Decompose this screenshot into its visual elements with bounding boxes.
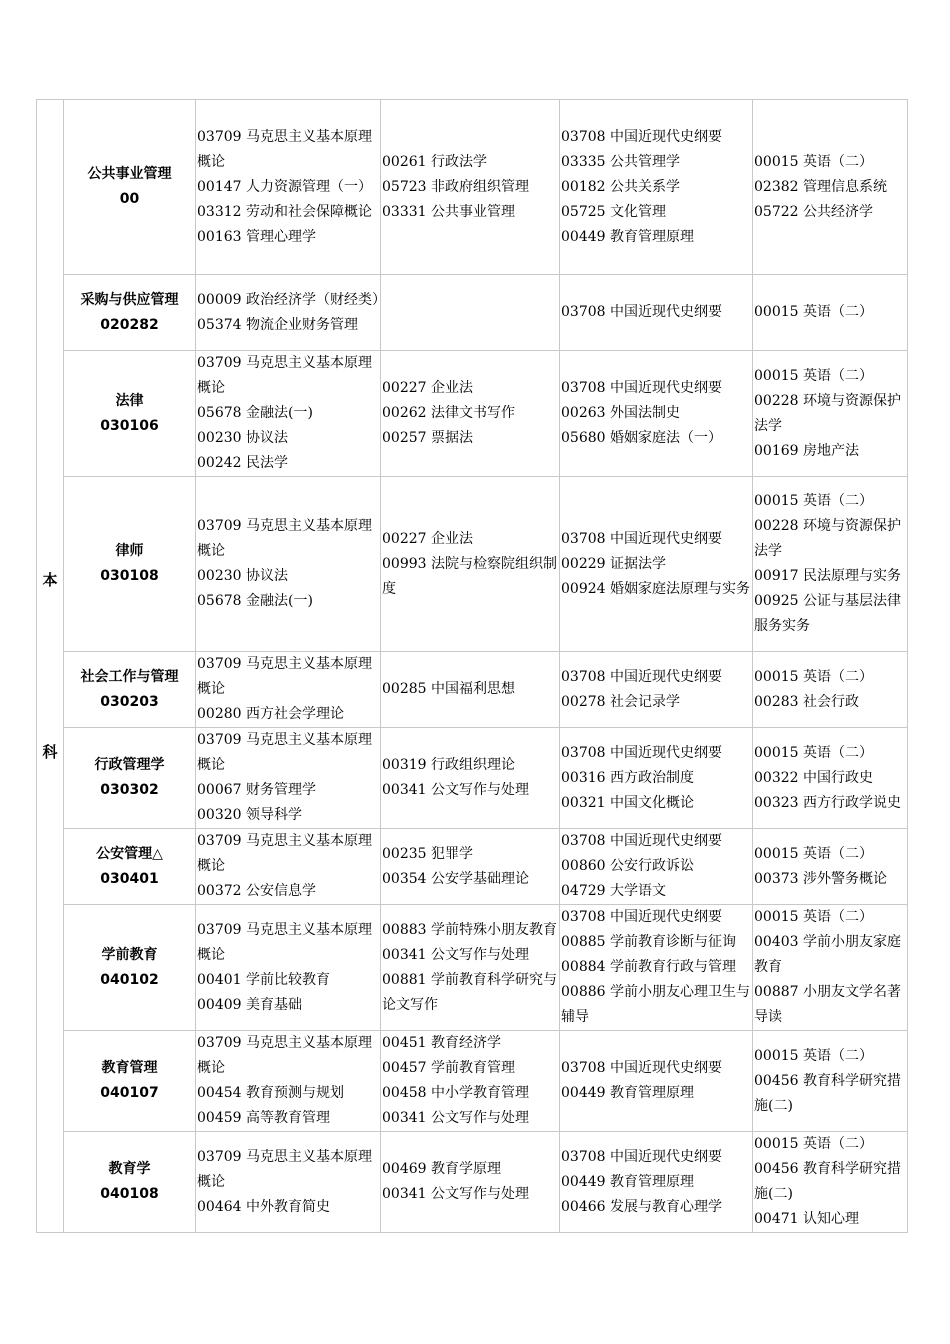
degree-level-cell: [37, 100, 64, 1233]
course-item: 00015 英语（二）: [754, 909, 873, 925]
course-item: 03331 公共事业管理: [382, 203, 515, 220]
major-cell: [64, 477, 196, 652]
semester1-cell: [196, 351, 381, 477]
course-item: 00323 西方行政学说史: [754, 794, 901, 811]
course-item: 05680 婚姻家庭法（一）: [561, 430, 722, 446]
course-item: 05725 文化管理: [561, 203, 666, 220]
course-item: 00322 中国行政史: [754, 769, 873, 786]
course-item: 00262 法律文书写作: [382, 405, 515, 421]
major-name: 学前教育: [101, 946, 158, 963]
course-item: 00373 涉外警务概论: [754, 870, 887, 887]
course-item: 00341 公文写作与处理: [382, 782, 529, 798]
course-item: 00456 教育科学研究措施(二): [754, 1072, 901, 1114]
course-item: 00403 学前小朋友家庭教育: [754, 934, 901, 975]
course-item: 03708 中国近现代史纲要: [561, 1148, 722, 1165]
major-name: 采购与供应管理: [80, 291, 179, 308]
course-item: 00449 教育管理原理: [561, 1173, 694, 1190]
course-item: 00885 学前教育诊断与征询: [561, 934, 736, 950]
major-cell: [64, 1031, 196, 1132]
course-item: 03708 中国近现代史纲要: [561, 668, 722, 685]
course-item: 00354 公安学基础理论: [382, 870, 529, 887]
course-item: 03709 马克思主义基本原理概论: [197, 1148, 372, 1190]
major-name: 公安管理△: [96, 845, 163, 862]
course-item: 00015 英语（二）: [754, 668, 873, 685]
semester4-cell: [753, 100, 908, 275]
major-code: 040108: [100, 1186, 159, 1202]
table-row: [37, 1132, 908, 1233]
major-name: 教育学: [108, 1161, 151, 1177]
course-item: 00182 公共关系学: [561, 178, 680, 195]
major-cell: [64, 829, 196, 905]
semester1-cell: [196, 728, 381, 829]
course-item: 05374 物流企业财务管理: [197, 316, 358, 333]
course-item: 05722 公共经济学: [754, 203, 873, 220]
major-code: 030401: [100, 870, 159, 887]
major-cell: [64, 275, 196, 351]
course-item: 00464 中外教育简史: [197, 1198, 330, 1215]
course-item: 05678 金融法(一): [197, 405, 313, 421]
table-row: [37, 351, 908, 477]
course-item: 00235 犯罪学: [382, 845, 473, 862]
course-item: 00242 民法学: [197, 455, 288, 471]
course-item: 00881 学前教育科学研究与论文写作: [382, 971, 557, 1013]
semester1-cell: [196, 1031, 381, 1132]
course-item: 03709 马克思主义基本原理概论: [197, 921, 372, 963]
major-code: 040107: [100, 1085, 159, 1101]
course-item: 02382 管理信息系统: [754, 178, 887, 195]
course-item: 00067 财务管理学: [197, 782, 316, 798]
semester3-cell: [560, 1031, 753, 1132]
semester1-cell: [196, 477, 381, 652]
course-item: 03312 劳动和社会保障概论: [197, 203, 372, 220]
semester1-cell: [196, 1132, 381, 1233]
semester3-cell: [560, 1132, 753, 1233]
semester4-cell: [753, 829, 908, 905]
course-item: 00228 环境与资源保护法学: [754, 392, 901, 434]
course-item: 00887 小朋友文学名著导读: [754, 984, 901, 1025]
course-item: 00466 发展与教育心理学: [561, 1198, 722, 1215]
semester4-cell: [753, 652, 908, 728]
degree-level-char: 科: [42, 742, 58, 761]
course-item: 00321 中国文化概论: [561, 794, 694, 811]
course-item: 00459 高等教育管理: [197, 1110, 330, 1126]
major-cell: [64, 905, 196, 1031]
course-item: 03708 中国近现代史纲要: [561, 128, 722, 145]
major-name: 法律: [115, 392, 144, 409]
semester2-cell: [381, 477, 560, 652]
semester3-cell: [560, 100, 753, 275]
major-cell: [64, 1132, 196, 1233]
course-item: 05678 金融法(一): [197, 593, 313, 609]
major-cell: [64, 728, 196, 829]
course-item: 00458 中小学教育管理: [382, 1085, 529, 1101]
semester4-cell: [753, 275, 908, 351]
semester4-cell: [753, 351, 908, 477]
course-item: 03708 中国近现代史纲要: [561, 304, 722, 320]
course-item: 00316 西方政治制度: [561, 769, 694, 786]
course-item: 00015 英语（二）: [754, 1047, 873, 1064]
major-cell: [64, 351, 196, 477]
course-item: 00449 教育管理原理: [561, 228, 694, 245]
course-item: 00884 学前教育行政与管理: [561, 959, 736, 975]
course-item: 00993 法院与检察院组织制度: [382, 555, 557, 597]
table-row: [37, 1031, 908, 1132]
semester2-cell: [381, 1132, 560, 1233]
course-item: 00257 票据法: [382, 430, 473, 446]
semester1-cell: [196, 829, 381, 905]
course-item: 04729 大学语文: [561, 883, 666, 899]
course-item: 00227 企业法: [382, 380, 473, 396]
semester2-cell: [381, 905, 560, 1031]
course-item: 00283 社会行政: [754, 693, 859, 710]
course-item: 03708 中国近现代史纲要: [561, 530, 722, 547]
table-row: [37, 100, 908, 275]
course-item: 00471 认知心理: [754, 1211, 859, 1227]
semester3-cell: [560, 728, 753, 829]
major-code: 030108: [100, 568, 159, 584]
course-item: 03709 马克思主义基本原理概论: [197, 833, 372, 874]
course-item: 03709 马克思主义基本原理概论: [197, 656, 372, 697]
course-item: 00925 公证与基层法律服务实务: [754, 593, 901, 634]
semester1-cell: [196, 652, 381, 728]
course-item: 00341 公文写作与处理: [382, 1186, 529, 1202]
course-item: 00372 公安信息学: [197, 883, 316, 899]
semester3-cell: [560, 829, 753, 905]
course-item: 03709 马克思主义基本原理概论: [197, 732, 372, 773]
course-item: 00285 中国福利思想: [382, 681, 515, 697]
course-item: 00341 公文写作与处理: [382, 946, 529, 963]
semester3-cell: [560, 905, 753, 1031]
course-schedule-table: [36, 99, 908, 1233]
table-row: [37, 829, 908, 905]
course-item: 03709 马克思主义基本原理概论: [197, 518, 372, 559]
course-item: 00886 学前小朋友心理卫生与辅导: [561, 984, 750, 1025]
course-item: 00917 民法原理与实务: [754, 568, 901, 584]
course-item: 03709 马克思主义基本原理概论: [197, 355, 372, 396]
course-item: 00924 婚姻家庭法原理与实务: [561, 580, 750, 597]
course-item: 00278 社会记录学: [561, 693, 680, 710]
semester2-cell: [381, 1031, 560, 1132]
course-item: 00228 环境与资源保护法学: [754, 518, 901, 559]
course-item: 00860 公安行政诉讼: [561, 858, 694, 874]
semester1-cell: [196, 275, 386, 351]
major-name: 公共事业管理: [87, 166, 172, 182]
course-item: 03708 中国近现代史纲要: [561, 1060, 722, 1076]
course-item: 00409 美育基础: [197, 996, 302, 1013]
major-code: 030203: [100, 693, 159, 710]
semester2-cell: [381, 728, 560, 829]
course-item: 00454 教育预测与规划: [197, 1085, 344, 1101]
table-row: [37, 477, 908, 652]
course-item: 00227 企业法: [382, 530, 473, 547]
major-code: 00: [119, 191, 140, 207]
course-item: 03708 中国近现代史纲要: [561, 380, 722, 396]
table-row: [37, 905, 908, 1031]
major-name: 行政管理学: [94, 757, 165, 773]
course-item: 00263 外国法制史: [561, 405, 680, 421]
semester2-cell: [381, 652, 560, 728]
course-item: 00015 英语（二）: [754, 153, 873, 170]
course-item: 00163 管理心理学: [197, 228, 316, 245]
course-item: 00229 证据法学: [561, 555, 666, 572]
semester3-cell: [560, 275, 753, 351]
course-item: 03708 中国近现代史纲要: [561, 909, 722, 925]
course-item: 00015 英语（二）: [754, 304, 873, 320]
course-item: 00147 人力资源管理（一）: [197, 178, 372, 195]
semester4-cell: [753, 905, 908, 1031]
major-name: 社会工作与管理: [80, 668, 179, 685]
course-item: 00230 协议法: [197, 430, 288, 446]
semester3-cell: [560, 351, 753, 477]
course-item: 00319 行政组织理论: [382, 757, 515, 773]
course-item: 00015 英语（二）: [754, 845, 873, 862]
course-item: 00015 英语（二）: [754, 493, 873, 509]
semester2-cell: [381, 829, 560, 905]
course-item: 00401 学前比较教育: [197, 971, 330, 988]
semester4-cell: [753, 1132, 908, 1233]
semester1-cell: [196, 100, 381, 275]
semester4-cell: [753, 1031, 908, 1132]
semester2-cell: [381, 351, 560, 477]
course-item: 03709 马克思主义基本原理概论: [197, 128, 372, 170]
major-code: 030302: [100, 782, 159, 798]
course-item: 05723 非政府组织管理: [382, 178, 529, 195]
semester2-cell: [381, 100, 560, 275]
semester3-cell: [560, 477, 753, 652]
course-item: 00230 协议法: [197, 568, 288, 584]
course-item: 00451 教育经济学: [382, 1035, 501, 1051]
major-name: 教育管理: [101, 1060, 158, 1076]
course-item: 00341 公文写作与处理: [382, 1110, 529, 1126]
major-cell: [64, 652, 196, 728]
course-item: 03708 中国近现代史纲要: [561, 744, 722, 761]
semester2-cell: [381, 275, 560, 351]
course-item: 00261 行政法学: [382, 153, 487, 170]
course-item: 00883 学前特殊小朋友教育: [382, 921, 557, 938]
course-item: 03335 公共管理学: [561, 153, 680, 170]
course-item: 00009 政治经济学（财经类）: [197, 291, 386, 308]
course-item: 00469 教育学原理: [382, 1161, 501, 1177]
degree-level-char: 本: [42, 570, 58, 589]
semester4-cell: [753, 728, 908, 829]
major-code: 030106: [100, 417, 159, 434]
course-item: 00457 学前教育管理: [382, 1060, 515, 1076]
semester4-cell: [753, 477, 908, 652]
major-code: 020282: [100, 316, 159, 333]
course-schedule-body: [37, 100, 908, 1233]
table-row: [37, 275, 908, 351]
course-item: 00280 西方社会学理论: [197, 706, 344, 722]
table-row: [37, 728, 908, 829]
semester3-cell: [560, 652, 753, 728]
major-code: 040102: [100, 971, 159, 988]
course-item: 00449 教育管理原理: [561, 1085, 694, 1101]
course-item: 00015 英语（二）: [754, 1136, 873, 1152]
course-item: 03709 马克思主义基本原理概论: [197, 1035, 372, 1076]
course-item: 00456 教育科学研究措施(二): [754, 1161, 901, 1202]
major-name: 律师: [115, 543, 144, 559]
course-item: 00015 英语（二）: [754, 367, 873, 384]
table-row: [37, 652, 908, 728]
semester1-cell: [196, 905, 381, 1031]
course-item: 00015 英语（二）: [754, 744, 873, 761]
course-item: 00169 房地产法: [754, 442, 859, 459]
course-item: 00320 领导科学: [197, 807, 302, 823]
course-item: 03708 中国近现代史纲要: [561, 833, 722, 849]
major-cell: [64, 100, 196, 275]
